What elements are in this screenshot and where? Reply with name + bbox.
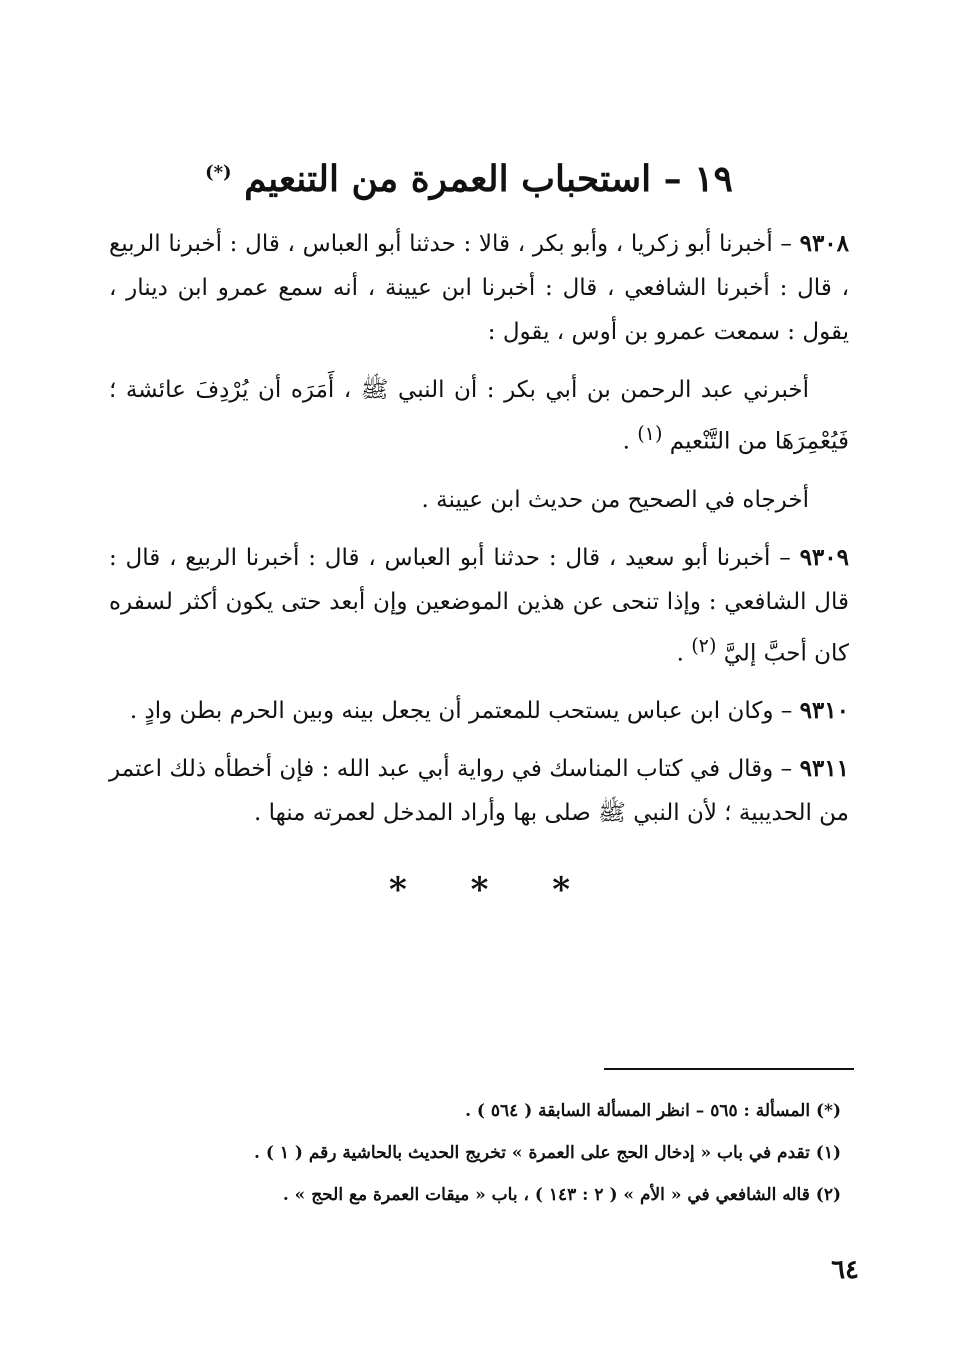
footnote-text: قاله الشافعي في « الأم » ( ٢ : ١٤٣ ) ، باب « ميقات العمرة مع الحج » . <box>282 1185 810 1205</box>
paragraph-gap <box>109 354 849 368</box>
paragraph-text: – وقال في كتاب المناسك في رواية أبي عبد الله : فإن أخطأه ذلك اعتمر من الحديبية ؛ لأن النبي ﷺ صلى بها وأراد المدخل لعمرته منها . <box>109 756 849 827</box>
paragraph-gap <box>109 522 849 536</box>
section-title <box>169 148 769 204</box>
footnote-item <box>121 1090 841 1132</box>
paragraph-gap <box>109 733 849 747</box>
footnote-number: ٥٦٥ <box>710 1101 738 1121</box>
section-title-marker: (*) <box>205 162 232 183</box>
paragraph-gap <box>109 675 849 689</box>
paragraph-end: . <box>676 640 684 667</box>
paragraph-text: – أخبرنا أبو زكريا ، وأبو بكر ، قالا : حدثنا أبو العباس ، قال : أخبرنا الربيع ، قال : أخبرنا الشافعي ، قال : أخبرنا ابن عيينة ، أنه سمع عمرو ابن دينار ، يقول : سمعت عمرو بن أوس ، يقول : <box>109 231 849 345</box>
footnote-ref: (٢) <box>691 633 717 657</box>
footnote-ref: (١) <box>637 422 663 445</box>
separator-star: * <box>470 870 489 910</box>
main-text <box>109 222 849 835</box>
footnote-label: المسألة : <box>743 1101 811 1121</box>
paragraph-number: ٩٣٠٩ <box>799 543 849 571</box>
paragraph-gap <box>109 464 849 478</box>
separator-star: * <box>552 870 571 910</box>
paragraph-number: ٩٣١١ <box>799 755 849 783</box>
paragraph-text: أخرجاه في الصحيح من حديث ابن عيينة . <box>421 486 809 513</box>
paragraph-9310 <box>109 689 849 733</box>
paragraph-number: ٩٣١٠ <box>799 697 849 725</box>
paragraph-9311 <box>109 747 849 835</box>
footnote-marker: (٢) <box>815 1185 841 1205</box>
paragraph-text: – وكان ابن عباس يستحب للمعتمر أن يجعل بينه وبين الحرم بطن وادٍ . <box>129 698 793 725</box>
paragraph-9309 <box>109 536 849 676</box>
footnote-divider <box>604 1068 854 1070</box>
paragraph-end: . <box>622 428 630 455</box>
paragraph-number: ٩٣٠٨ <box>799 230 850 257</box>
footnote-marker: (*) <box>816 1101 841 1121</box>
separator-star: * <box>388 870 407 910</box>
footnote-text: – انظر المسألة السابقة ( ٥٦٤ ) . <box>465 1101 705 1121</box>
footnote-item <box>121 1132 841 1174</box>
footnote-item <box>121 1174 841 1216</box>
paragraph-hadith <box>109 368 849 464</box>
footnotes <box>121 1090 841 1216</box>
paragraph-text: أخبرني عبد الرحمن بن أبي بكر : أن النبي ﷺ ، أَمَرَه أن يُرْدِفَ عائشة ؛ فَيُعْمِرَهَا من التَّنْعيم <box>109 377 849 455</box>
footnote-text: تقدم في باب « إدخال الحج على العمرة » تخريج الحديث بالحاشية رقم ( ١ ) . <box>254 1143 810 1163</box>
paragraph-text: – أخبرنا أبو سعيد ، قال : حدثنا أبو العباس ، قال : أخبرنا الربيع ، قال : قال الشافعي : وإذا تنحى عن هذين الموضعين وإن أبعد حتى يكون أكثر لسفره كان أحبَّ إليَّ <box>109 544 849 667</box>
page-number: ٦٤ <box>831 1255 859 1285</box>
footnote-marker: (١) <box>815 1143 841 1163</box>
section-title-text: ١٩ – استحباب العمرة من التنعيم <box>244 158 733 200</box>
paragraph-takhrij <box>109 478 849 522</box>
paragraph-9308 <box>109 222 849 354</box>
section-separator <box>0 870 959 910</box>
